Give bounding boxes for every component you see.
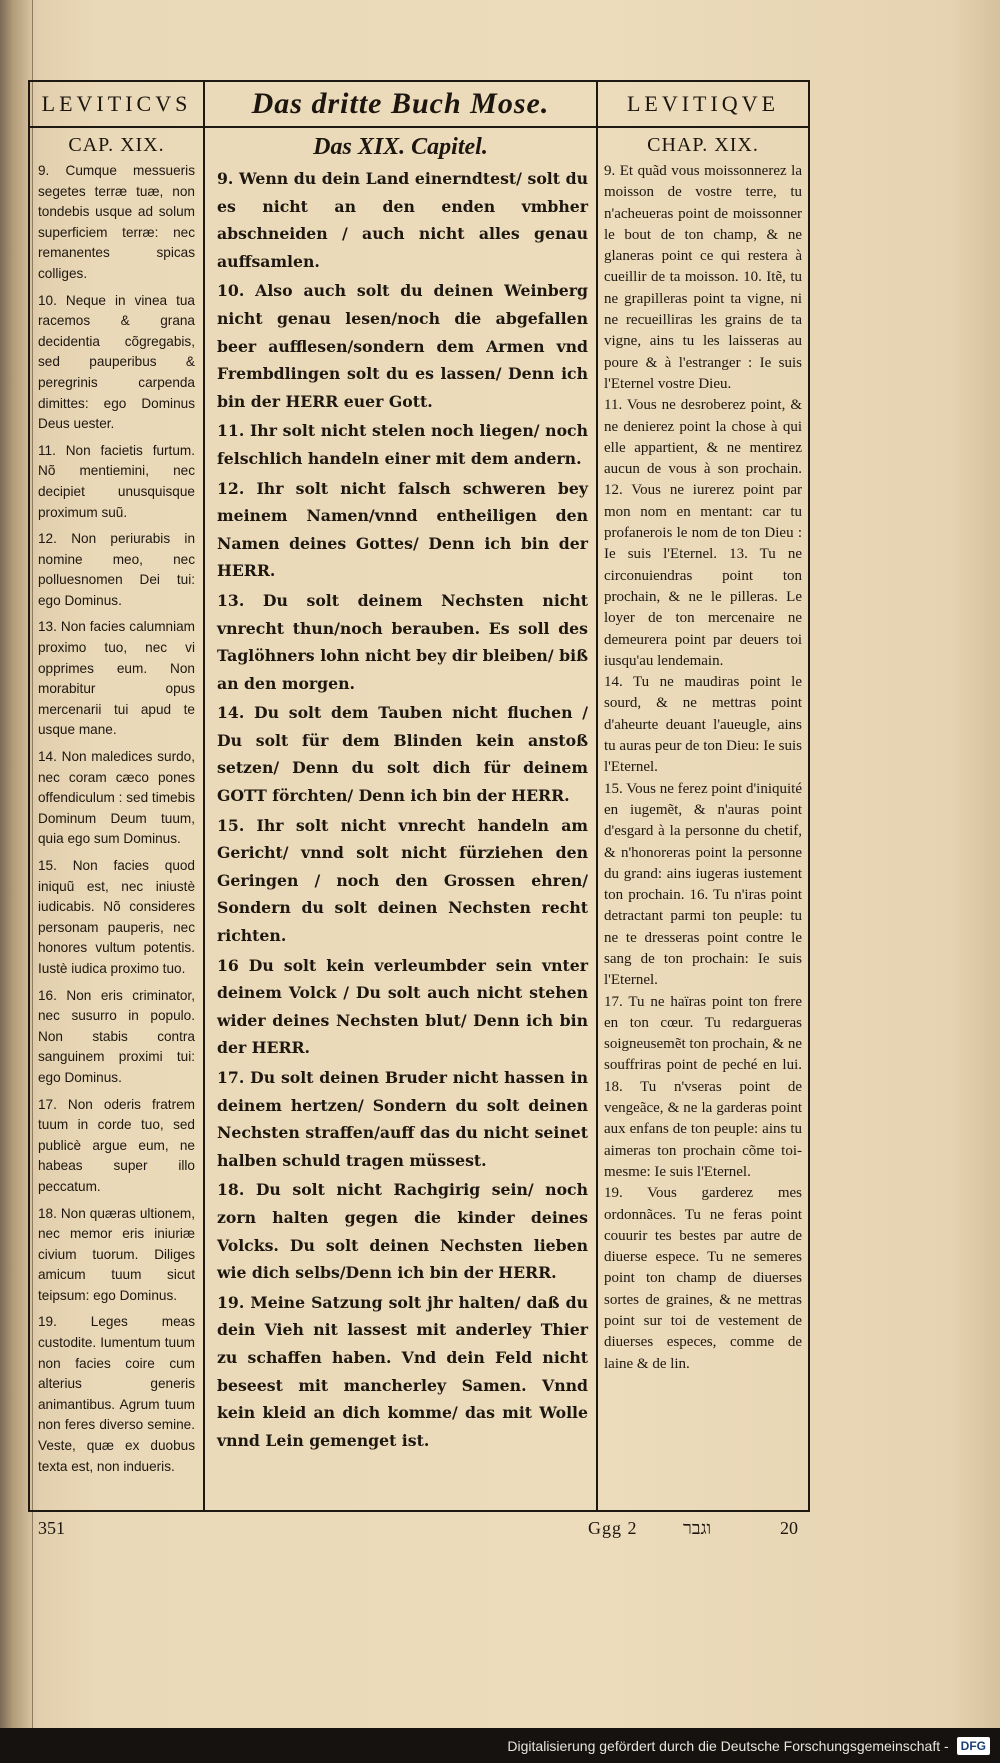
signature-mark: Ggg 2	[588, 1518, 638, 1538]
german-verse: 16 Du solt kein verleumbder sein vnter deinem Volck / Du solt auch nicht stehen wider deines Nechsten blut/ Denn ich bin der HERR.	[217, 955, 588, 1058]
text-frame	[28, 80, 810, 1512]
german-verse: 13. Du solt deinem Nechsten nicht vnrecht thun/noch berauben. Es soll des Taglöhners lohn nicht bey dir bleiben/ biß an den morgen.	[217, 590, 588, 693]
latin-verse: 9. Cumque messueris segetes terræ tuæ, non tondebis usque ad solum superficiem terræ: nec remanentes spicas colliges.	[38, 163, 195, 281]
page-footer	[28, 1512, 810, 1552]
latin-verse: 11. Non facietis furtum. Nõ mentiemini, nec decipiet unusquisque proximum suũ.	[38, 442, 195, 520]
german-verse: 10. Also auch solt du deinen Weinberg nicht genau lesen/noch die abgefallen beer aufflesen/sondern dem Armen vnd Frembdlingen solt du es lassen/ Denn ich bin der HERR euer Gott.	[217, 281, 588, 411]
credit-text: Digitalisierung gefördert durch die Deutsche Forschungsgemeinschaft -	[507, 1737, 949, 1754]
latin-verse: 17. Non oderis fratrem tuum in corde tuo, sed publicè argue eum, ne habeas super illo peccatum.	[38, 1096, 195, 1194]
page-count: 20	[780, 1518, 798, 1538]
french-verse: 9. Et quãd vous moissonnerez la moisson de vostre terre, tu n'acheueras point de moissonner le bout de ton champ, & ne glaneras point ce qui restera à cueillir de ta moisson. 10. Itẽ, tu ne grapilleras point ta vigne, ni ne recueilliras les grains de ta vigne, ains tu les laisseras au poure & à l'estranger : Ie suis l'Eternel vostre Dieu.	[604, 163, 802, 392]
latin-verse: 14. Non maledices surdo, nec coram cæco pones offendiculum : sed timebis Dominum Deum tuum, quia ego sum Dominus.	[38, 749, 195, 847]
german-chapter-heading: Das XIX. Capitel.	[313, 134, 488, 160]
hebrew-catchword: וגבר	[683, 1518, 712, 1539]
french-verse: 14. Tu ne maudiras point le sourd, & ne mettras point d'aheurte deuant l'aueugle, ains tu auras peur de ton Dieu: Ie suis l'Eternel.	[604, 674, 802, 776]
dfg-logo-icon: DFG	[957, 1737, 990, 1755]
german-text	[205, 165, 596, 1454]
german-verse: 11. Ihr solt nicht stelen noch liegen/ noch felschlich handeln einer mit dem andern.	[217, 421, 588, 468]
french-chapter-heading: CHAP. XIX.	[647, 134, 759, 156]
latin-verse: 13. Non facies calumniam proximo tuo, nec vi opprimes eum. Non morabitur opus mercenarii tui apud te usque mane.	[38, 619, 195, 738]
german-column	[205, 82, 598, 1510]
german-verse: 9. Wenn du dein Land einerndtest/ solt du es nicht an den enden vmbher abschneiden / auch nicht alles genau auffsamlen.	[217, 169, 588, 271]
french-text	[598, 161, 808, 1375]
latin-verse: 12. Non periurabis in nomine meo, nec polluesnomen Dei tui: ego Dominus.	[38, 531, 195, 608]
page-number: 351	[38, 1518, 65, 1538]
french-verse: 19. Vous garderez mes ordonnãces. Tu ne feras point couurir tes bestes par autre de diuerse espece. Tu ne semeres point ton champ de diuerses sortes de graines, & ne mettras point sur toi de vestement de diuerses especes, comme de laine & de lin.	[604, 1185, 802, 1372]
latin-verse: 15. Non facies quod iniquũ est, nec iniustè iudicabis. Nõ consideres personam pauperis, nec honores vultum potentis. Iustè iudica proximo tuo.	[38, 858, 195, 976]
german-verse: 15. Ihr solt nicht vnrecht handeln am Gericht/ vnnd solt nicht fürziehen den Geringen / noch den Grossen ehren/ Sondern du solt deinen Nechsten recht richten.	[217, 815, 588, 946]
latin-running-head: LEVITICVS	[30, 82, 203, 128]
german-verse: 19. Meine Satzung solt jhr halten/ daß du dein Vieh nit lassest mit anderley Thier zu schaffen haben. Vnd dein Feld nicht beseest mit mancherley Samen. Vnnd kein kleid an dich komme/ das mit Wolle vnnd Lein gemenget ist.	[217, 1292, 588, 1450]
french-verse: 17. Tu ne haïras point ton frere en ton cœur. Tu redargueras soigneusemẽt ton prochain, & ne souffriras point de peché en lui. 18. Tu n'vseras point de vengeãce, & ne la garderas point aux enfans de ton peuple: ains tu aimeras ton prochain cõme toi-mesme: Ie suis l'Eternel.	[604, 993, 802, 1180]
latin-verse: 19. Leges meas custodite. Iumentum tuum non facies coire cum alterius generis animantibus. Agrum tuum non feres diverso semine. Veste, quæ ex duobus texta est, non indueris.	[38, 1314, 195, 1474]
german-running-head: Das dritte Buch Mose.	[205, 82, 596, 128]
french-verse: 15. Vous ne ferez point d'iniquité en iugemẽt, & n'auras point d'esgard à la personne du chetif, & n'honoreras point la personne du grand: ains iugeras iustement ton prochain. 16. Tu n'iras point detractant parmi ton peuple: tu ne te dresseras point contre le sang de ton prochain: Ie suis l'Eternel.	[604, 780, 802, 989]
french-column	[598, 82, 808, 1510]
french-running-head: LEVITIQVE	[598, 82, 808, 128]
german-verse: 14. Du solt dem Tauben nicht fluchen / Du solt für dem Blinden kein anstoß setzen/ Denn du solt dich für deinem GOTT förchten/ Denn ich bin der HERR.	[217, 703, 588, 806]
latin-verse: 16. Non eris criminator, nec susurro in populo. Non stabis contra sanguinem proximi tui: ego Dominus.	[38, 987, 195, 1085]
latin-verse: 10. Neque in vinea tua racemos & grana decidentia cõgregabis, sed pauperibus & peregrinis carpenda dimittes: ego Dominus Deus uester.	[38, 292, 195, 432]
german-verse: 18. Du solt nicht Rachgirig sein/ noch zorn halten gegen die kinder deines Volcks. Du solt deinen Nechsten lieben wie dich selbs/Denn ich bin der HERR.	[217, 1180, 588, 1283]
german-verse: 17. Du solt deinen Bruder nicht hassen in deinem hertzen/ Sondern du solt deinen Nechsten straffen/auff das du nicht seinet halben schuld tragen müssest.	[217, 1068, 588, 1170]
french-verse: 11. Vous ne desroberez point, & ne denierez point la chose à qui elle appartient, & ne mentirez aucun de vous à son prochain. 12. Vous ne iurerez point par mon nom en mentant: car tu profanerois le nom de ton Dieu : Ie suis l'Eternel. 13. Tu ne circonuiendras point ton prochain, & ne le pilleras. Le loyer de ton mercenaire ne demeurera point par deuers toi iusqu'au lendemain.	[604, 397, 802, 669]
credit-bar	[0, 1728, 1000, 1763]
latin-verse: 18. Non quæras ultionem, nec memor eris iniuriæ civium tuorum. Diliges amicum tuum sicut teipsum: ego Dominus.	[38, 1205, 195, 1303]
german-verse: 12. Ihr solt nicht falsch schweren bey meinem Namen/vnnd entheiligen den Namen deines Gottes/ Denn ich bin der HERR.	[217, 478, 588, 581]
latin-column	[30, 82, 205, 1510]
latin-chapter-heading: CAP. XIX.	[68, 134, 165, 156]
latin-text	[30, 161, 203, 1477]
